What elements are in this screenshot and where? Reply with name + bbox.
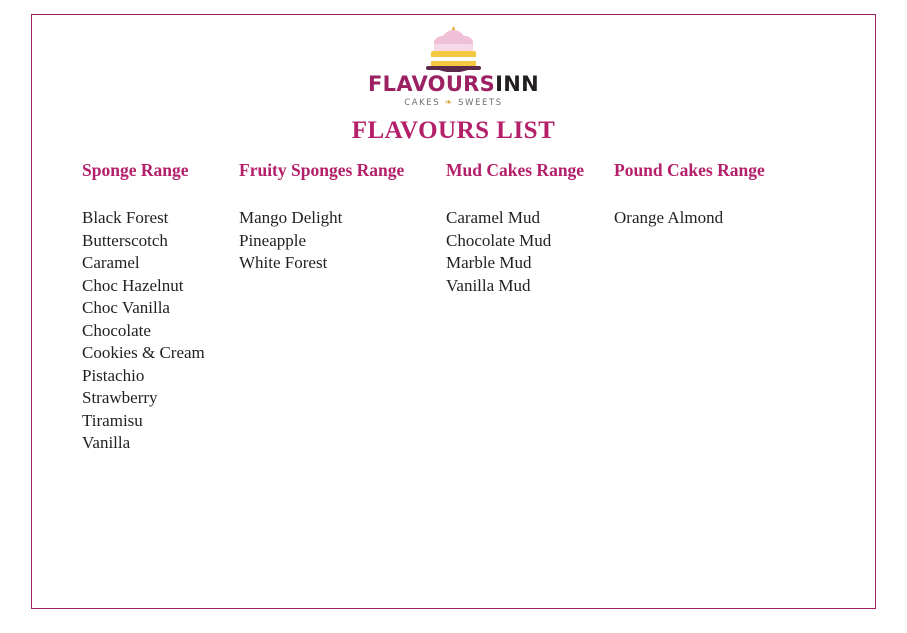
list-item: Black Forest	[82, 208, 169, 227]
flavour-columns	[82, 160, 872, 455]
brand-name-secondary: INN	[495, 72, 539, 96]
list-item: Pistachio	[82, 365, 145, 385]
list-item: Caramel	[82, 253, 140, 272]
list-item: Caramel Mud	[446, 208, 540, 227]
column-heading: Pound Cakes Range	[614, 160, 765, 180]
brand-logo	[0, 26, 907, 108]
flavour-list	[446, 207, 614, 297]
column-heading: Mud Cakes Range	[446, 160, 585, 180]
list-item: Chocolate Mud	[446, 230, 552, 250]
flavour-column-mud-cakes-range	[446, 160, 614, 297]
flavour-column-sponge-range	[82, 160, 239, 455]
swirl-icon: ❧	[444, 98, 454, 108]
list-item: White Forest	[239, 253, 328, 272]
column-heading: Sponge Range	[82, 160, 189, 180]
list-item: Vanilla	[82, 433, 131, 452]
list-item: Marble Mud	[446, 253, 532, 272]
brand-tagline-right: SWEETS	[458, 98, 503, 108]
list-item: Cookies & Cream	[82, 343, 205, 362]
brand-tagline	[0, 98, 907, 108]
list-item: Choc Vanilla	[82, 298, 170, 317]
flavour-column-fruity-sponges-range	[239, 160, 446, 275]
list-item: Strawberry	[82, 388, 158, 407]
brand-tagline-left: CAKES	[404, 98, 441, 108]
brand-name	[0, 74, 907, 95]
list-item: Pineapple	[239, 230, 307, 250]
column-heading: Fruity Sponges Range	[239, 160, 405, 180]
flavour-list	[82, 207, 239, 455]
list-item: Vanilla Mud	[446, 275, 531, 295]
flavour-list	[614, 207, 844, 230]
list-item: Tiramisu	[82, 410, 143, 430]
list-item: Butterscotch	[82, 230, 168, 250]
flavour-column-pound-cakes-range	[614, 160, 844, 230]
list-item: Choc Hazelnut	[82, 275, 184, 295]
layer-cake-icon	[421, 26, 487, 72]
list-item: Mango Delight	[239, 208, 343, 227]
list-item: Chocolate	[82, 320, 151, 340]
list-item: Orange Almond	[614, 208, 724, 227]
brand-name-primary: FLAVOURS	[368, 72, 496, 96]
page-title: FLAVOURS LIST	[351, 117, 556, 144]
flavour-list	[239, 207, 446, 275]
